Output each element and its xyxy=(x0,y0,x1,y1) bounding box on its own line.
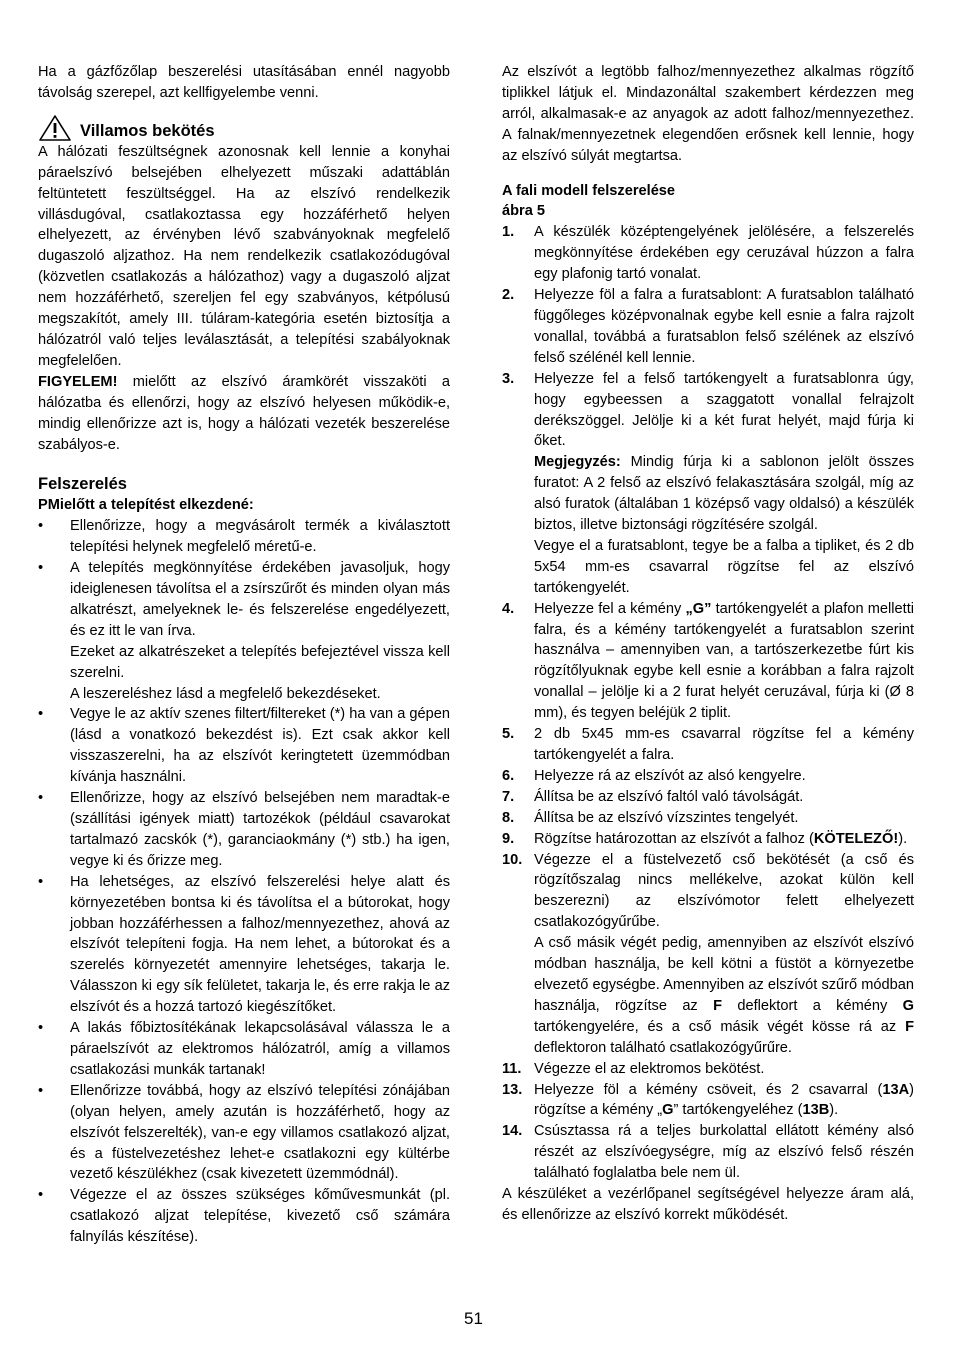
list-item-extra: A leszereléshez lásd a megfelelő bekezdéseket. xyxy=(70,685,381,702)
note-paragraph xyxy=(534,452,914,536)
step-text: deflektort a kémény xyxy=(722,997,903,1014)
step-text: 2 db 5x45 mm-es csavarral rögzítse fel a kémény tartókengyelét a falra. xyxy=(534,726,914,763)
step-number: 11. xyxy=(502,1060,522,1077)
step-text: Rögzítse határozottan az elszívót a falhoz ( xyxy=(534,830,814,847)
step-bold: F xyxy=(713,997,722,1014)
step-text: Állítsa be az elszívó vízszintes tengelyét. xyxy=(534,809,799,826)
step-text: ) rögzítse a kémény „ xyxy=(534,1081,914,1119)
step-text: Helyezze fel a kémény xyxy=(534,600,686,617)
list-item: • A lakás főbiztosítékának lekapcsolásával válassza le a páraelszívót az elektromos hálózatról, amíg a villamos csatlakozási munkák tartanak! xyxy=(38,1018,450,1081)
step-text: Helyezze föl a falra a furatsablont: A furatsablon található függőleges középvonalnak egybe kell esnie a falra rajzolt vonallal, továbbá a furatsablon felső szélének az elszívó felső szélénél kell lennie. xyxy=(534,287,914,366)
step-text: Végezze el az elektromos bekötést. xyxy=(534,1060,765,1077)
note-text: Mindig fúrja ki a sablonon jelölt összes furatot: A 2 felső az elszívó felakasztására szolgál, míg az alsó furatok (általában 1 középső vagy oldalsó) a készülék biztos, illetve biztonsági rögzítésére szolgál. xyxy=(534,454,914,534)
step-number: 3. xyxy=(502,370,515,387)
step-bold: „G” xyxy=(685,600,712,617)
step-text: Állítsa be az elszívó faltól való távolságát. xyxy=(534,788,804,805)
step-item xyxy=(502,599,914,724)
before-title: PMielőtt a telepítést elkezdené: xyxy=(38,497,254,514)
step-number: 10. xyxy=(502,851,523,868)
step-number: 9. xyxy=(502,830,515,847)
step-item xyxy=(502,829,914,850)
step-number: 4. xyxy=(502,600,515,617)
list-item-text: A telepítés megkönnyítése érdekében javasoljuk, hogy ideiglenesen távolítsa el a zsírszűrőt és minden olyan más alkatrészt, amelyeknek le- és felszerelése engedélyezett, és ez itt le van írva. xyxy=(70,560,450,639)
figure-ref: ábra 5 xyxy=(502,203,545,220)
warning-label: FIGYELEM! xyxy=(38,373,118,390)
prep-list xyxy=(38,516,450,1248)
step-text: ” tartókengyeléhez ( xyxy=(673,1102,803,1119)
step-item xyxy=(502,369,914,599)
step-bold: G xyxy=(662,1102,674,1119)
step-item xyxy=(502,1059,914,1080)
step-number: 2. xyxy=(502,287,515,304)
step-number: 6. xyxy=(502,767,515,784)
step-text: Helyezze föl a kémény csöveit, és 2 csavarral ( xyxy=(534,1081,883,1098)
list-item: • Vegye le az aktív szenes filtert/filtereket (*) ha van a gépen (lásd a vonatkozó bekezdést is). Ezt csak akkor kell visszaszerelni, ha az elszívót keringtetett üzemmódban kívánja használni. xyxy=(38,704,450,788)
list-item xyxy=(38,558,450,704)
step-text: Csúsztassa rá a teljes burkolattal ellátott kémény alsó részét az elszívóegységre, míg az elszívó felső részén található foglalatba bele nem ül. xyxy=(534,1123,914,1182)
step-text: deflektoron található csatlakozógyűrűre. xyxy=(534,1039,792,1056)
fixing-intro: Az elszívót a legtöbb falhoz/mennyezethez alkalmas rögzítő tiplikkel látjuk el. Mindazonáltal szakembert kérdezzen meg arról, alkalmasak-e az anyagok az adott falhoz/mennyezethez. A falnak/mennyezetnek elegendően erősnek kell lennie, hogy az elszívó súlyát megtartsa. xyxy=(502,64,914,164)
step-number: 7. xyxy=(502,788,515,805)
page-number: 51 xyxy=(464,1309,483,1328)
wall-title: A fali modell felszerelése xyxy=(502,182,676,199)
step-text: ). xyxy=(829,1102,839,1119)
list-item: • Ellenőrizze továbbá, hogy az elszívó telepítési zónájában (olyan helyen, amely azután is hozzáférhető, hogy az elszívót felszerelték), van-e egy villamos csatlakozó aljzat, és a füstelvezetéshez lehet-e csatlakozni egy kültérbe vezető készülékhez (csak kivezetett üzemmódnál). xyxy=(38,1081,450,1186)
note-extra: Vegye el a furatsablont, tegye be a falba a tipliket, és 2 db 5x54 mm-es csavarral rögzítse fel az elszívó tartókengyelét. xyxy=(534,537,914,596)
step-text: Helyezze rá az elszívót az alsó kengyelre. xyxy=(534,767,806,784)
step-item xyxy=(502,766,914,787)
step-item xyxy=(502,787,914,808)
list-item: • Ellenőrizze, hogy a megvásárolt termék a kiválasztott telepítési helynek megfelelő méretű-e. xyxy=(38,516,450,558)
step-text: tartókengyelét a plafon melletti falra, és a kémény tartókengyelét a furatsablon szerint használva – amennyiben van, a tartószerkezetbe fúrt kis rögzítőlyuknak egybe kell esnie a korábban a falra rajzolt vonallal – jelölje ki a 2 furat helyét ceruzával, fúrja ki (Ø 8 mm), és tegyen beléjük 2 tiplit. xyxy=(534,600,915,722)
step-item xyxy=(502,285,914,369)
list-item: • Ha lehetséges, az elszívó felszerelési helye alatt és környezetében bontsa ki és távolítsa el a bútorokat, hogy jobban hozzáférhessen a falhoz/mennyezethez, ahová az elszívót telepíteni fogja. Ha nem lehet, a bútorokat és a szerelés környezetét amennyire lehetséges, takarja le. Válasszon ki egy sík felületet, takarja le, és erre rakja le az elszívót és a hozzá tartozó kiegészítőket. xyxy=(38,872,450,1018)
electrical-paragraph: A hálózati feszültségnek azonosnak kell lennie a konyhai páraelszívó belsejében elhelyezett műszaki adattáblán feltüntetett feszültséggel. Ha az elszívó rendelkezik villásdugóval, csatlakoztassa egy hozzáférhető helyen elhelyezett, az érvényben lévő szabványoknak megfelelő dugaszoló aljzathoz. Ha nem rendelkezik csatlakozódugóval (közvetlen csatlakozás a hálózathoz) vagy a dugaszoló aljzat nem hozzáférhető, szereljen fel egy szabványos, kétpólusú megszakítót, amely III. túláram-kategória esetén biztosítja a hálózatról való teljes leválasztását, a telepítési szabályoknak megfelelően. xyxy=(38,143,450,369)
steps-list xyxy=(502,222,914,1184)
step-item xyxy=(502,1080,914,1122)
step-number: 13. xyxy=(502,1081,523,1098)
left-column xyxy=(38,62,450,1248)
step-bold: G xyxy=(902,997,914,1014)
step-bold: 13B xyxy=(802,1102,830,1119)
step-bold: F xyxy=(905,1018,914,1035)
step-bold: KÖTELEZŐ! xyxy=(813,830,899,847)
warning-text: mielőtt az elszívó áramkörét visszaköti a hálózatba és ellenőrzi, hogy az elszívó helyesen működik-e, mindig ellenőrizze azt is, hogy a hálózati vezeték beszerelése szabályos-e. xyxy=(38,373,450,453)
step-text: ). xyxy=(898,830,908,847)
step-item xyxy=(502,222,914,285)
outro-paragraph: A készüléket a vezérlőpanel segítségével helyezze áram alá, és ellenőrizze az elszívó korrekt működését. xyxy=(502,1186,914,1223)
step-text: A készülék középtengelyének jelölésére, a felszerelés megkönnyítése érdekében egy ceruzával húzzon a falra egy plafonig tartó vonalat. xyxy=(534,224,914,283)
step-text: A cső másik végét pedig, amennyiben az elszívót elszívó módban használja, be kell kötni a füstöt a környezetbe elvezető egységbe. Amennyiben az elszívót szűrő módban használja, rögzítse az xyxy=(534,935,914,1014)
list-item-extra: Ezeket az alkatrészeket a telepítés befejeztével vissza kell szerelni. xyxy=(70,643,450,681)
step-number: 14. xyxy=(502,1123,523,1140)
step-item xyxy=(502,724,914,766)
intro-paragraph: Ha a gázfőzőlap beszerelési utasításában ennél nagyobb távolság szerepel, azt kellfigyelembe venni. xyxy=(38,64,450,101)
step-number: 1. xyxy=(502,224,515,241)
electrical-title: Villamos bekötés xyxy=(80,121,215,140)
note-label: Megjegyzés: xyxy=(534,454,621,471)
step-item xyxy=(502,1121,914,1184)
right-column xyxy=(502,62,914,1226)
step-bold: 13A xyxy=(882,1081,910,1098)
warning-icon xyxy=(38,114,72,142)
list-item: • Ellenőrizze, hogy az elszívó belsejében nem maradtak-e (szállítási igények miatt) tartozékok (például csavarokat tartalmazó zacskók (*), garanciaokmány (*) stb.) ha igen, vegye ki és őrizze meg. xyxy=(38,788,450,872)
list-item: • Végezze el az összes szükséges kőművesmunkát (pl. csatlakozó aljzat telepítése, kivezető cső számára falnyílás készítése). xyxy=(38,1185,450,1248)
warning-paragraph xyxy=(38,372,450,456)
step-number: 8. xyxy=(502,809,515,826)
install-title: Felszerelés xyxy=(38,475,127,494)
step-extra xyxy=(534,933,914,1058)
step-item xyxy=(502,850,914,1059)
step-item xyxy=(502,808,914,829)
step-text: Helyezze fel a felső tartókengyelt a furatsablonra úgy, hogy egybeessen a szaggatott vonallal felrajzolt derékszöggel. Jelölje ki a két furat helyét, majd fúrja ki őket. xyxy=(534,370,914,450)
step-number: 5. xyxy=(502,726,515,743)
electrical-heading xyxy=(38,114,450,142)
step-text: Végezze el a füstelvezető cső bekötését (a cső és rögzítőszalag nincs mellékelve, azokat külön kell beszerezni) az elszívómotor felett elhelyezett csatlakozógyűrűbe. xyxy=(534,851,914,931)
step-text: tartókengyelére, és a cső másik végét kösse rá az xyxy=(534,1018,906,1035)
